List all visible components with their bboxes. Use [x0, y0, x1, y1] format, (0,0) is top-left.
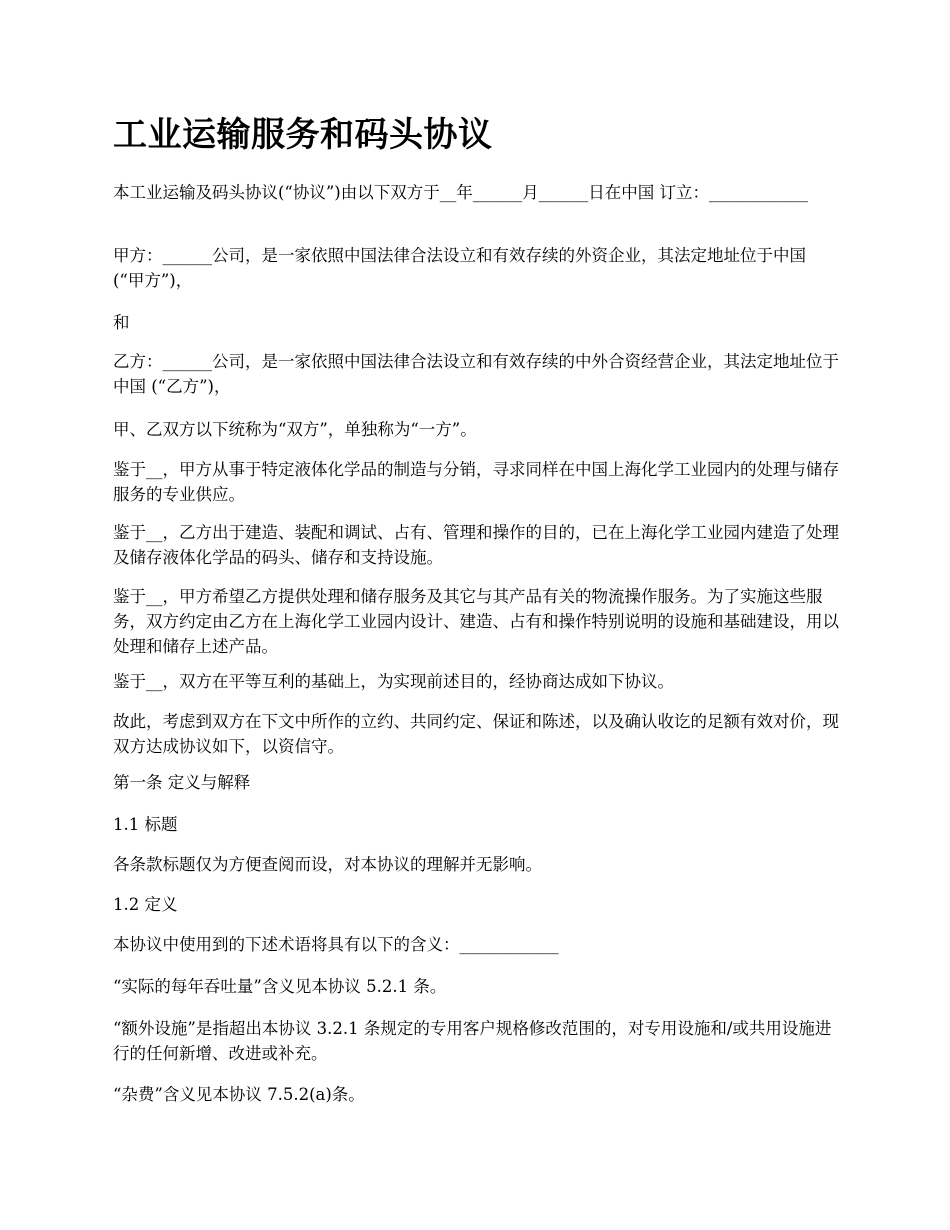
- recital-paragraph-4: 鉴于__，双方在平等互利的基础上，为实现前述目的，经协商达成如下协议。: [113, 672, 674, 691]
- document-title: 工业运输服务和码头协议: [113, 115, 493, 155]
- preamble-paragraph: 本工业运输及码头协议(“协议”)由以下双方于__年______月______日在中国 订立：____________: [113, 183, 808, 202]
- section-1-1-body: 各条款标题仅为方便查阅而设，对本协议的理解并无影响。: [113, 855, 542, 874]
- party-b-paragraph: 乙方：______公司，是一家依照中国法律合法设立和有效存续的中外合资经营企业，其法定地址位于中国 (“乙方”)，: [113, 352, 839, 396]
- recital-paragraph-2: 鉴于__，乙方出于建造、装配和调试、占有、管理和操作的目的，已在上海化学工业园内建造了处理及储存液体化学品的码头、储存和支持设施。: [113, 523, 839, 567]
- section-1-2-heading: 1.2 定义: [113, 895, 178, 914]
- definition-annual-throughput: “实际的每年吞吐量”含义见本协议 5.2.1 条。: [113, 977, 447, 996]
- party-a-paragraph: 甲方：______公司，是一家依照中国法律合法设立和有效存续的外资企业，其法定地址位于中国 (“甲方”)，: [113, 246, 812, 290]
- article-1-heading: 第一条 定义与解释: [113, 773, 251, 792]
- conjunction-paragraph: 和: [113, 313, 130, 332]
- section-1-2-intro: 本协议中使用到的下述术语将具有以下的含义：____________: [113, 935, 559, 954]
- definition-miscellaneous-fees: “杂费”含义见本协议 7.5.2(a)条。: [113, 1085, 365, 1104]
- recital-paragraph-3: 鉴于__，甲方希望乙方提供处理和储存服务及其它与其产品有关的物流操作服务。为了实施这些服务，双方约定由乙方在上海化学工业园内设计、建造、占有和操作特别说明的设施和基础建设，用以处理和储存上述产品。: [113, 587, 839, 656]
- consideration-paragraph: 故此，考虑到双方在下文中所作的立约、共同约定、保证和陈述，以及确认收讫的足额有效对价，现双方达成协议如下，以资信守。: [113, 712, 839, 756]
- parties-definition-paragraph: 甲、乙双方以下统称为“双方”，单独称为“一方”。: [113, 420, 477, 439]
- section-1-1-heading: 1.1 标题: [113, 815, 178, 834]
- definition-additional-facilities: “额外设施”是指超出本协议 3.2.1 条规定的专用客户规格修改范围的，对专用设施和/或共用设施进行的任何新增、改进或补充。: [113, 1019, 832, 1063]
- recital-paragraph-1: 鉴于__，甲方从事于特定液体化学品的制造与分销，寻求同样在中国上海化学工业园内的处理与储存服务的专业供应。: [113, 460, 839, 504]
